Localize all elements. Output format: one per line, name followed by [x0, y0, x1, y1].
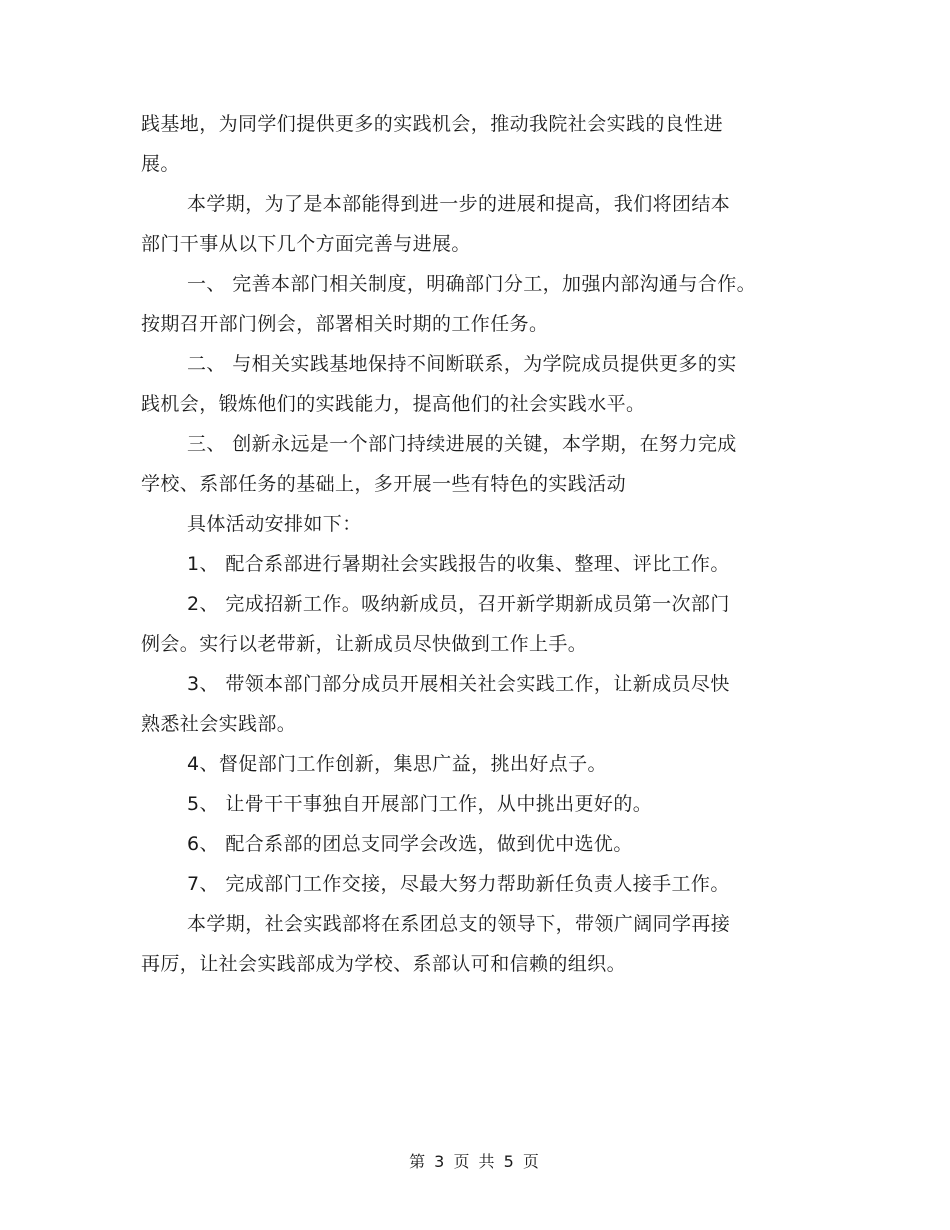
text-line: 践基地，为同学们提供更多的实践机会，推动我院社会实践的良性进 — [141, 113, 724, 135]
text-line: 7、 完成部门工作交接，尽最大努力帮助新任负责人接手工作。 — [187, 873, 730, 895]
text-line: 3、 带领本部门部分成员开展相关社会实践工作，让新成员尽快 — [187, 673, 730, 695]
text-line: 本学期，为了是本部能得到进一步的进展和提高，我们将团结本 — [187, 193, 731, 215]
text-line: 6、 配合系部的团总支同学会改选，做到优中选优。 — [187, 833, 633, 855]
text-line: 展。 — [141, 153, 180, 175]
text-line: 二、 与相关实践基地保持不间断联系，为学院成员提供更多的实 — [187, 353, 737, 375]
text-line: 再厉，让社会实践部成为学校、系部认可和信赖的组织。 — [141, 953, 627, 975]
text-line: 部门干事从以下几个方面完善与进展。 — [141, 233, 471, 255]
page-number: 第 3 页 共 5 页 — [409, 1152, 541, 1171]
text-line: 例会。实行以老带新，让新成员尽快做到工作上手。 — [141, 633, 588, 655]
text-line: 学校、系部任务的基础上，多开展一些有特色的实践活动 — [141, 473, 627, 495]
text-line: 2、 完成招新工作。吸纳新成员，召开新学期新成员第一次部门 — [187, 593, 730, 615]
text-line: 本学期，社会实践部将在系团总支的领导下，带领广阔同学再接 — [187, 913, 731, 935]
text-line: 践机会，锻炼他们的实践能力，提高他们的社会实践水平。 — [141, 393, 646, 415]
text-line: 熟悉社会实践部。 — [141, 713, 297, 735]
text-line: 4、督促部门工作创新，集思广益，挑出好点子。 — [187, 753, 607, 775]
document-body — [141, 104, 811, 984]
text-line: 1、 配合系部进行暑期社会实践报告的收集、整理、评比工作。 — [187, 553, 730, 575]
text-line: 5、 让骨干干事独自开展部门工作，从中挑出更好的。 — [187, 793, 653, 815]
text-line: 具体活动安排如下： — [187, 513, 362, 535]
text-line: 按期召开部门例会，部署相关时期的工作任务。 — [141, 313, 549, 335]
text-line: 一、 完善本部门相关制度，明确部门分工，加强内部沟通与合作。 — [187, 273, 757, 295]
text-line: 三、 创新永远是一个部门持续进展的关键，本学期，在努力完成 — [187, 433, 737, 455]
